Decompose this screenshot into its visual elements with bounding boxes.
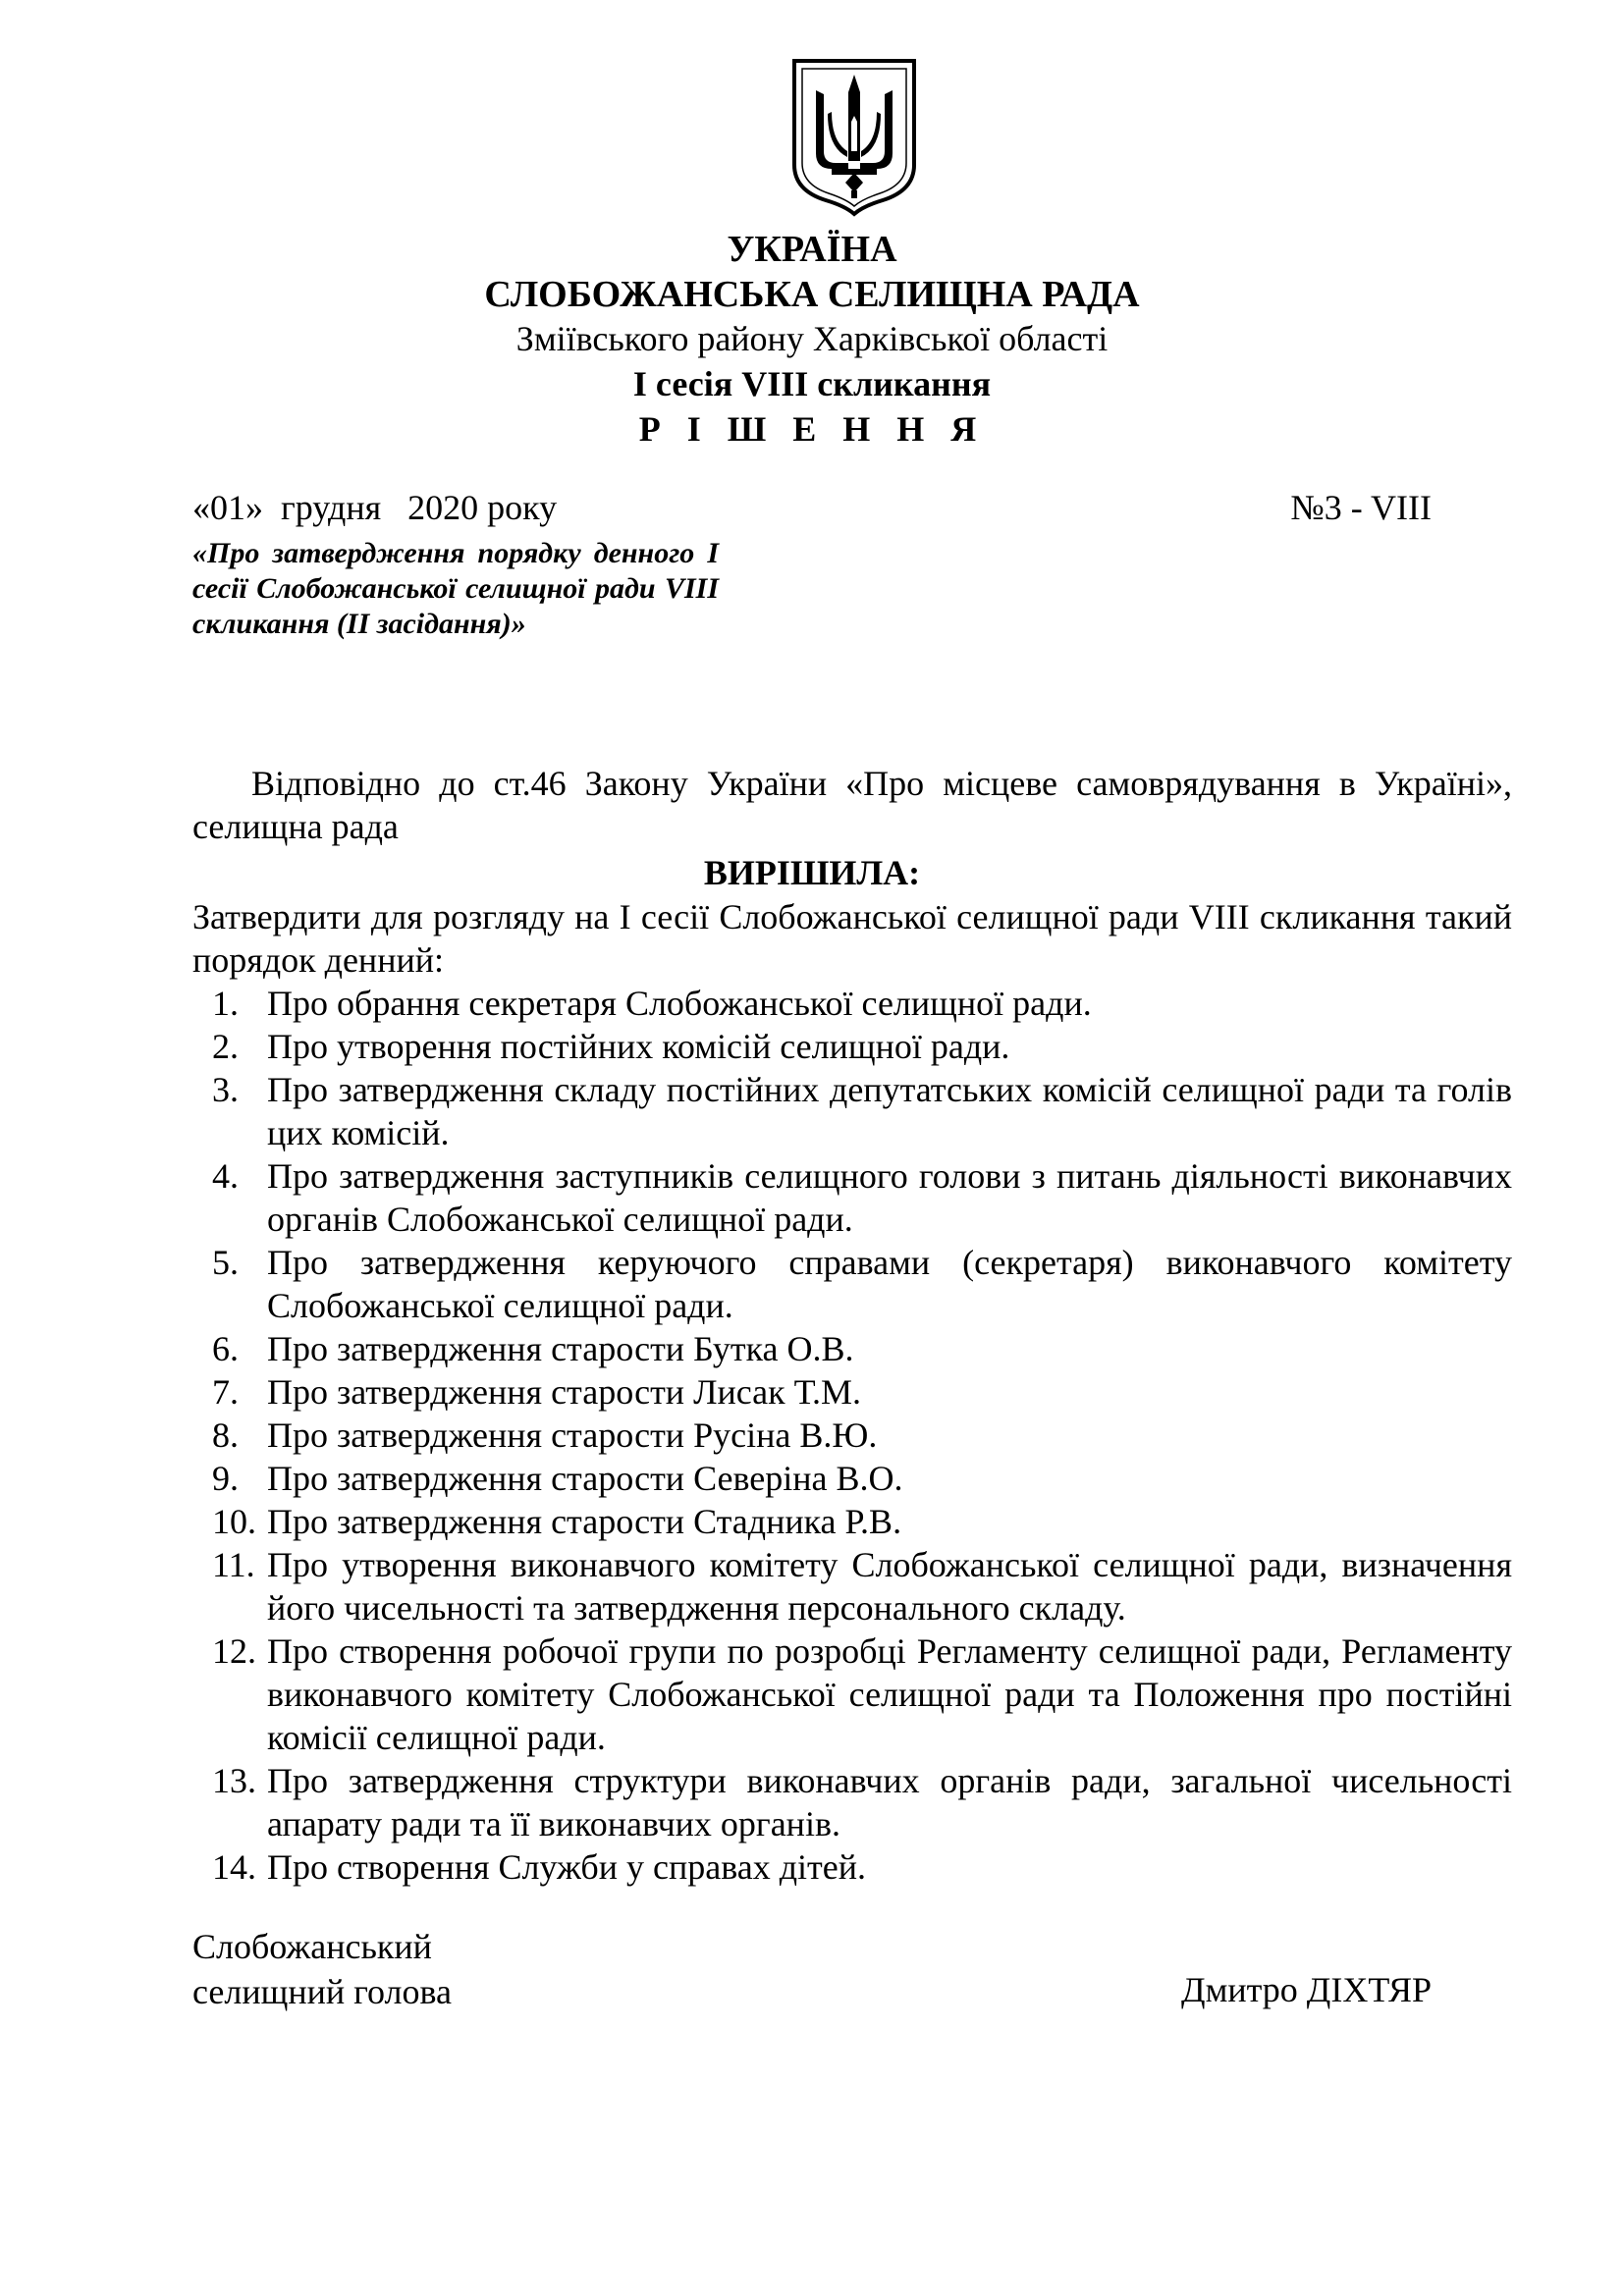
agenda-item-number: 12.: [212, 1631, 256, 1671]
agenda-item-number: 4.: [212, 1156, 239, 1196]
agenda-intro-paragraph: Затвердити для розгляду на І сесії Слобожанської селищної ради VIII скликання такий порядок денний:: [192, 897, 1512, 980]
district-subheading: Зміївського району Харківської області: [515, 319, 1109, 358]
agenda-item-text: Про затвердження керуючого справами (секретаря) виконавчого комітету Слобожанської селищної ради.: [267, 1243, 1512, 1325]
agenda-item: [212, 1241, 1512, 1327]
agenda-item: [212, 1845, 1512, 1889]
agenda-item: [212, 1500, 1512, 1543]
agenda-item-number: 10.: [212, 1502, 256, 1541]
agenda-item: [212, 1457, 1512, 1500]
agenda-item-text: Про утворення постійних комісій селищної ради.: [267, 1027, 1010, 1066]
agenda-item-text: Про обрання секретаря Слобожанської селищної ради.: [267, 984, 1092, 1023]
agenda-item: [212, 1068, 1512, 1154]
agenda-item-number: 3.: [212, 1070, 239, 1109]
country-heading: УКРАЇНА: [727, 229, 897, 270]
agenda-item-text: Про затвердження старости Бутка О.В.: [267, 1329, 854, 1368]
decision-subject: «Про затвердження порядку денного І сесії Слобожанської селищної ради VIII скликання (ІІ засідання)»: [192, 537, 719, 640]
agenda-item-number: 5.: [212, 1243, 239, 1282]
agenda-list: [212, 982, 1512, 1889]
agenda-item-text: Про затвердження старости Русіна В.Ю.: [267, 1415, 878, 1455]
agenda-item-text: Про створення Служби у справах дітей.: [267, 1847, 867, 1887]
signatory-title-line2: селищний голова: [192, 1972, 453, 2011]
council-heading: СЛОБОЖАНСЬКА СЕЛИЩНА РАДА: [484, 274, 1140, 315]
agenda-item-number: 1.: [212, 984, 239, 1023]
agenda-item-number: 11.: [212, 1545, 255, 1584]
session-heading: І сесія VIII скликання: [632, 364, 992, 403]
decision-date: «01» грудня 2020 року: [192, 488, 558, 527]
agenda-item: [212, 1025, 1512, 1068]
agenda-item-text: Про затвердження старости Северіна В.О.: [267, 1459, 903, 1498]
resolved-heading: ВИРІШИЛА:: [703, 853, 921, 892]
agenda-item-text: Про затвердження структури виконавчих органів ради, загальної чисельності апарату ради та її виконавчих органів.: [267, 1761, 1512, 1843]
agenda-item: [212, 1759, 1512, 1845]
agenda-item-text: Про затвердження заступників селищного голови з питань діяльності виконавчих органів Слобожанської селищної ради.: [267, 1156, 1512, 1239]
agenda-item-number: 7.: [212, 1372, 239, 1412]
preamble-paragraph: Відповідно до ст.46 Закону України «Про місцеве самоврядування в Україні», селищна рада: [192, 764, 1512, 846]
document-type-heading: Р І Ш Е Н Н Я: [638, 409, 986, 449]
agenda-item: [212, 982, 1512, 1025]
agenda-item-number: 8.: [212, 1415, 239, 1455]
signatory-name: Дмитро ДІХТЯР: [1181, 1970, 1432, 2009]
agenda-item: [212, 1629, 1512, 1759]
agenda-item-number: 13.: [212, 1761, 256, 1800]
agenda-item-text: Про створення робочої групи по розробці Регламенту селищної ради, Регламенту виконавчого комітету Слобожанської селищної ради та Положення про постійні комісії селищної ради.: [267, 1631, 1512, 1757]
agenda-item: [212, 1543, 1512, 1629]
agenda-item-text: Про затвердження складу постійних депутатських комісій селищної ради та голів цих комісій.: [267, 1070, 1512, 1152]
agenda-item: [212, 1370, 1512, 1414]
agenda-item-text: Про утворення виконавчого комітету Слобожанської селищної ради, визначення його чисельності та затвердження персонального складу.: [267, 1545, 1512, 1628]
signatory-title: [192, 1924, 452, 2014]
agenda-item: [212, 1327, 1512, 1370]
decision-number: №3 - VIII: [1290, 488, 1432, 527]
agenda-item-number: 14.: [212, 1847, 256, 1887]
trident-coat-of-arms-icon: [788, 57, 920, 218]
agenda-item-number: 2.: [212, 1027, 239, 1066]
agenda-item: [212, 1414, 1512, 1457]
agenda-item: [212, 1154, 1512, 1241]
signatory-title-line1: Слобожанський: [192, 1927, 432, 1966]
agenda-item-number: 6.: [212, 1329, 239, 1368]
agenda-item-text: Про затвердження старости Лисак Т.М.: [267, 1372, 862, 1412]
agenda-item-text: Про затвердження старости Стадника Р.В.: [267, 1502, 902, 1541]
agenda-item-number: 9.: [212, 1459, 239, 1498]
